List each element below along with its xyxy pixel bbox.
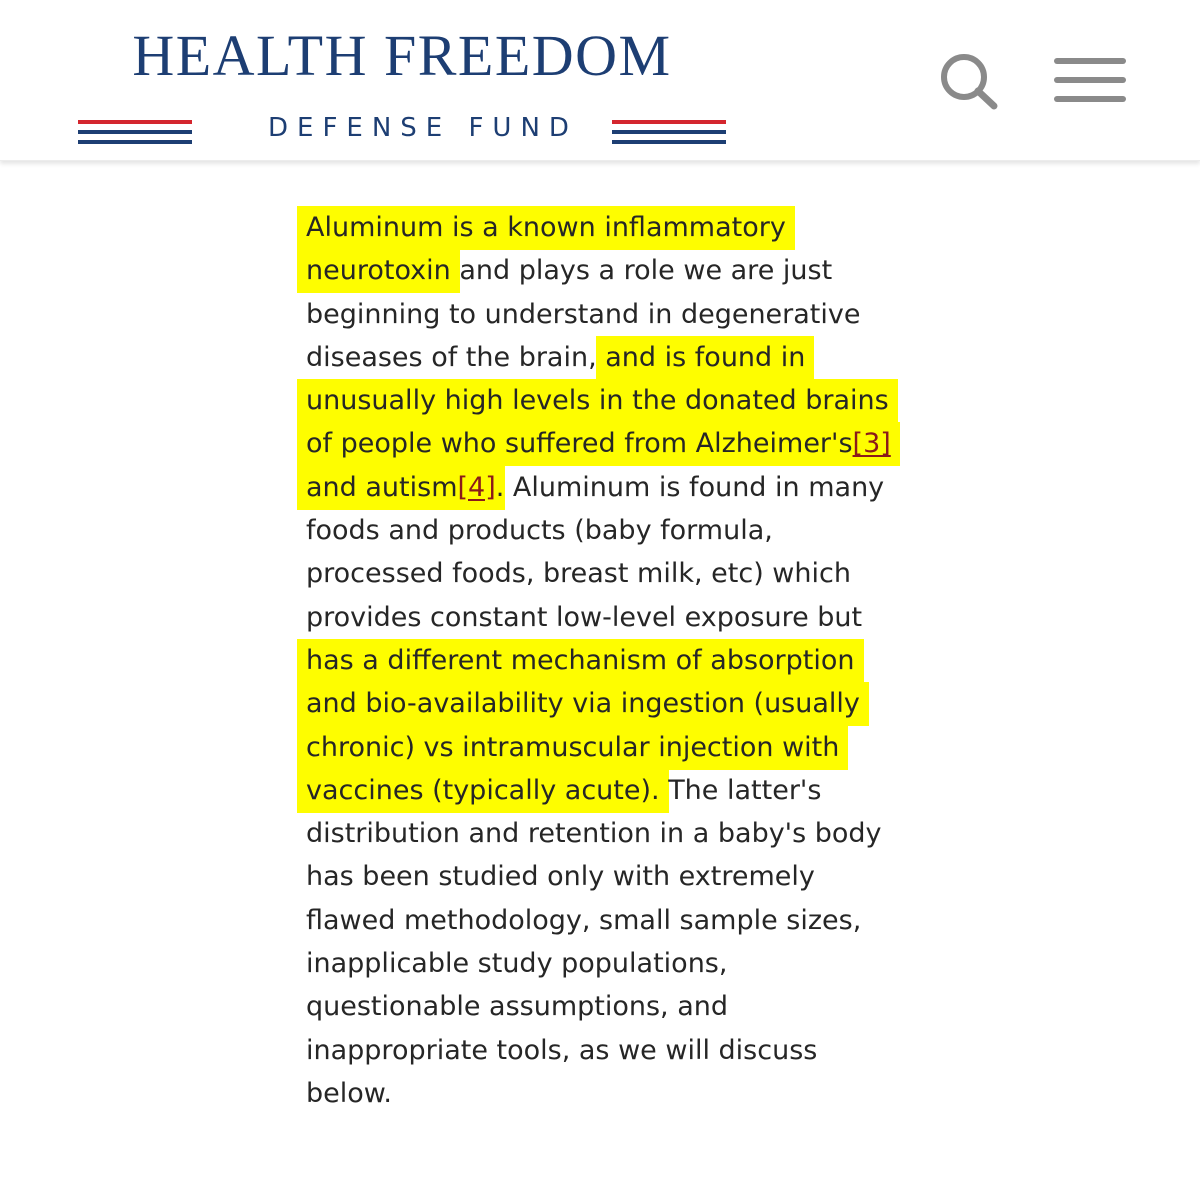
highlighted-text-3: has a different mechanism of absorption and bio-availability via ingestion (usually chronic) vs intramuscular injection with vaccines (typically acute). bbox=[306, 639, 860, 813]
logo-stripes-right bbox=[612, 120, 726, 144]
logo-stripes-left bbox=[78, 120, 192, 144]
site-header bbox=[0, 0, 1200, 161]
footnote-link-3[interactable]: [3] bbox=[852, 428, 891, 460]
body-text-2: . Aluminum is found in many foods and products (baby formula, processed foods, breast milk, etc) which provides constant low-level exposure but bbox=[306, 471, 885, 633]
logo-subtitle: DEFENSE FUND bbox=[268, 113, 578, 143]
search-icon[interactable] bbox=[936, 50, 1006, 112]
body-text: and plays a role we are just beginning to understand in degenerative diseases of the brain, bbox=[306, 255, 861, 373]
hamburger-menu-icon[interactable] bbox=[1054, 56, 1128, 106]
logo-title: HEALTH FREEDOM bbox=[132, 23, 672, 88]
highlighted-text-2: and is found in unusually high levels in the donated brains of people who suffered from Alzheimer's[3] and autism[4] bbox=[306, 336, 891, 510]
highlighted-text: Aluminum is a known inflammatory neurotoxin bbox=[306, 206, 786, 293]
article-paragraph bbox=[306, 206, 896, 1115]
body-text-3: The latter's distribution and retention in a baby's body has been studied only with extremely flawed methodology, small sample sizes, inapplicable study populations, questionable assumptions, and inappropriate tools, as we will discuss below. bbox=[306, 774, 882, 1109]
site-logo[interactable] bbox=[78, 23, 726, 143]
footnote-link-4[interactable]: [4] bbox=[457, 471, 496, 503]
article-body bbox=[306, 206, 896, 1115]
